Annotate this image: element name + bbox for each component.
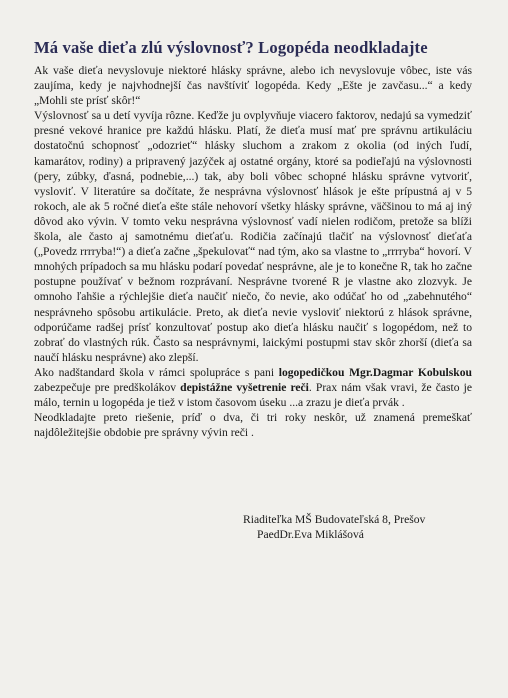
document-title: Má vaše dieťa zlú výslovnosť? Logopéda neodkladajte [34,38,428,57]
speech-therapist-name: logopedičkou Mgr.Dagmar Kobulskou [278,365,472,379]
paragraph-development: Výslovnosť sa u detí vyvíja rôzne. Keďže ju ovplyvňuje viacero faktorov, nedajú sa vymedziť presné vekové hranice pre každú hlásku. Platí, že dieťa musí mať pre správnu artikuláciu dostatočnú schopnosť „odozrieť“ hlásky sluchom a zrakom z okolia (od iných ľudí, kamarátov, rodiny) a pripravený jazýček aj ostatné orgány, ktoré sa podieľajú na výslovnosti (pery, zúbky, ďasná, podnebie,...) tak, aby boli vôbec schopné hlásku správne vytvoriť, vysloviť. V literatúre sa dočítate, že nesprávna výslovnosť hlások je ešte prípustná aj v 5 rokoch, ale ak 5 ročné dieťa ešte stále nehovorí všetky hlásky správne, väčšinou to má aj iný dôvod ako vývin. V tomto veku nesprávna výslovnosť vadí nielen rodičom, pretože sa blíži škola, ale často aj samotnému dieťaťu. Rodičia začínajú tlačiť na výslovnosť dieťaťa („Povedz rrrryba!“) a dieťa začne „špekulovať“ nad tým, ako sa vlastne to „rrrryba“ hovorí. V mnohých prípadoch sa mu hlásku podarí povedať nesprávne, ale je to konečne R, tak ho začne postupne používať v bežnom rozprávaní. Nesprávne tvorené R je vlastne ako zlozvyk. Je omnoho ľahšie a rýchlejšie dieťa naučiť niečo, čo nevie, ako odúčať ho od „zabehnutého“ nesprávneho spôsobu artikulácie. Preto, ak dieťa nevie vysloviť niektorú z hlások správne, odporúčame radšej prísť konzultovať postup ako dieťa hlásku naučiť s logopédom, než to zobrať do vlastných rúk. Často sa nesprávnymi, laickými postupmi stav skôr zhorší (dieťa sa naučí hlásku nesprávne) ako zlepší. [34,109,472,364]
paragraph-text-before: Ako nadštandard škola v rámci spolupráce s pani [34,365,279,379]
paragraph-conclusion: Neodkladajte preto riešenie, príď o dva, či tri roky neskôr, už znamená premeškať najdôležitejšie obdobie pre správny vývin reči . [34,411,472,440]
document-page [34,38,472,440]
paragraph-text-middle: zabezpečuje pre predškolákov [34,380,181,394]
screening-name: depistážne vyšetrenie reči [180,380,309,394]
paragraph-text-after: . Prax nám však vravi, že často je málo, ternin u logopéda je tiež v istom časovom úseku ...a zrazu je dieťa prvák . [34,380,472,410]
signature-title: Riaditeľka MŠ Budovateľská 8, Prešov [243,513,426,526]
paragraph-intro: Ak vaše dieťa nevyslovuje niektoré hlásky správne, alebo ich nevyslovuje vôbec, iste vás zaujíma, kedy je najvhodnejší čas navštíviť logopéda. Kedy „Ešte je zavčasu...“ a kedy „Mohli ste prísť skôr!“ [34,64,472,108]
paragraph-school-service [34,365,472,410]
signature-name: PaedDr.Eva Miklášová [257,528,364,541]
